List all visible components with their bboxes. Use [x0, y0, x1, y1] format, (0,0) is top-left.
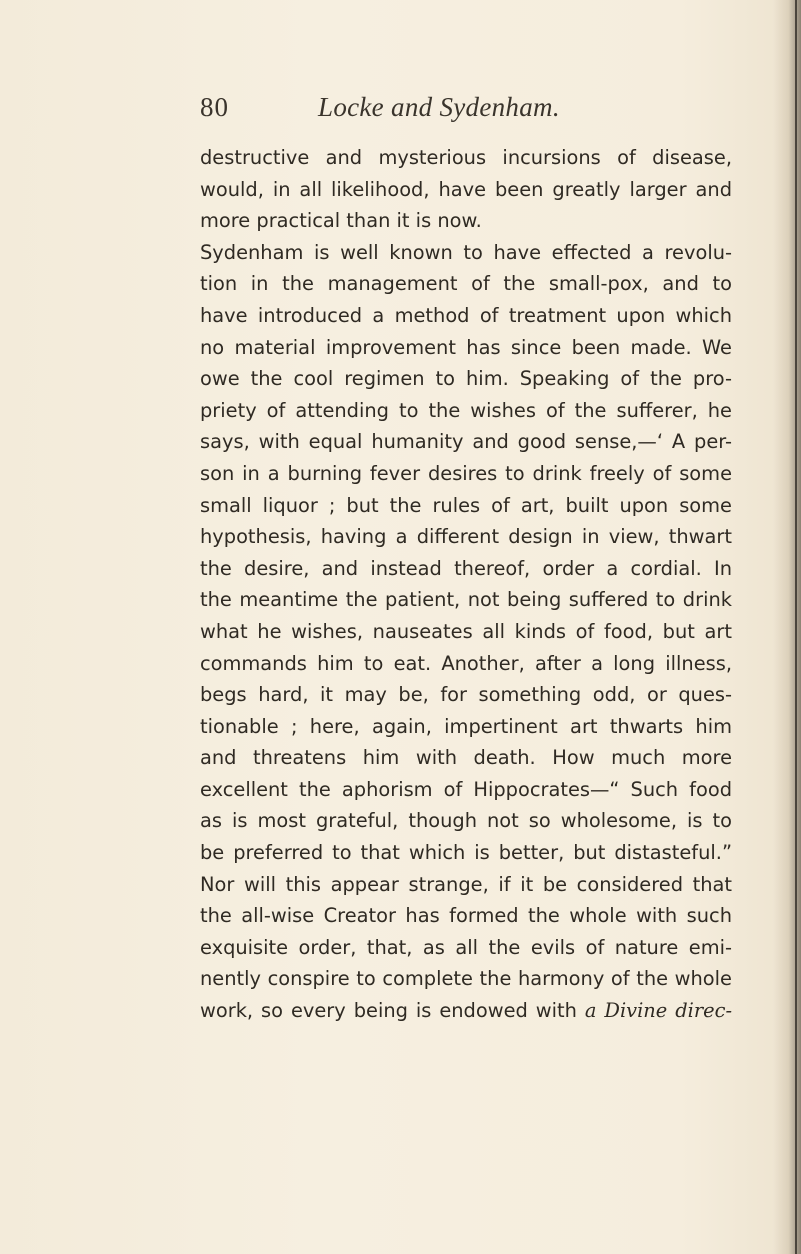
text-line: tion in the management of the small-pox, and to: [200, 272, 732, 296]
text-line: what he wishes, nauseates all kinds of food, but art: [200, 619, 732, 643]
text-line: and threatens him with death. How much more: [200, 746, 732, 770]
running-title: Locke and Sydenham.: [318, 92, 560, 122]
text-line: nently conspire to complete the harmony of the whole: [200, 967, 732, 991]
page-header: [0, 92, 801, 136]
text-line: as is most grateful, though not so wholesome, is to: [200, 809, 732, 833]
text-line: destructive and mysterious incursions of disease,: [200, 146, 732, 169]
text-line: son in a burning fever desires to drink freely of some: [200, 461, 732, 485]
text-line: says, with equal humanity and good sense,—‘ A per-: [200, 430, 732, 454]
text-line: commands him to eat. Another, after a long illness,: [200, 651, 732, 675]
text-line: be preferred to that which is better, but distasteful.”: [200, 841, 732, 865]
text-line: begs hard, it may be, for something odd, or ques-: [200, 683, 732, 707]
text-line: no material improvement has since been made. We: [200, 335, 732, 359]
last-line-italic: a Divine direc-: [584, 999, 733, 1023]
page-edge-line: [795, 0, 797, 1254]
body-text: [200, 142, 732, 1027]
text-line: hypothesis, having a different design in view, thwart: [200, 525, 732, 549]
text-line: tionable ; here, again, impertinent art thwarts him: [200, 714, 732, 738]
text-line: owe the cool regimen to him. Speaking of the pro-: [200, 367, 732, 391]
text-line: the all-wise Creator has formed the whole with such: [200, 904, 732, 928]
text-line: excellent the aphorism of Hippocrates—“ Such food: [200, 777, 732, 801]
text-line: Nor will this appear strange, if it be considered that: [200, 872, 732, 896]
text-line: the desire, and instead thereof, order a cordial. In: [200, 556, 732, 580]
text-line: have introduced a method of treatment upon which: [200, 303, 732, 327]
text-line: priety of attending to the wishes of the sufferer, he: [200, 398, 732, 422]
text-line: more practical than it is now.: [200, 209, 482, 233]
text-line: the meantime the patient, not being suffered to drink: [200, 588, 732, 612]
text-line: Sydenham is well known to have effected a revolu-: [200, 240, 732, 264]
page-number: 80: [200, 92, 229, 122]
text-line: small liquor ; but the rules of art, built upon some: [200, 493, 732, 517]
text-line: would, in all likelihood, have been greatly larger and: [200, 177, 732, 201]
text-line-last: [200, 995, 732, 1027]
text-line: exquisite order, that, as all the evils of nature emi-: [200, 935, 732, 959]
last-line-prefix: work, so every being is endowed with: [200, 999, 577, 1023]
